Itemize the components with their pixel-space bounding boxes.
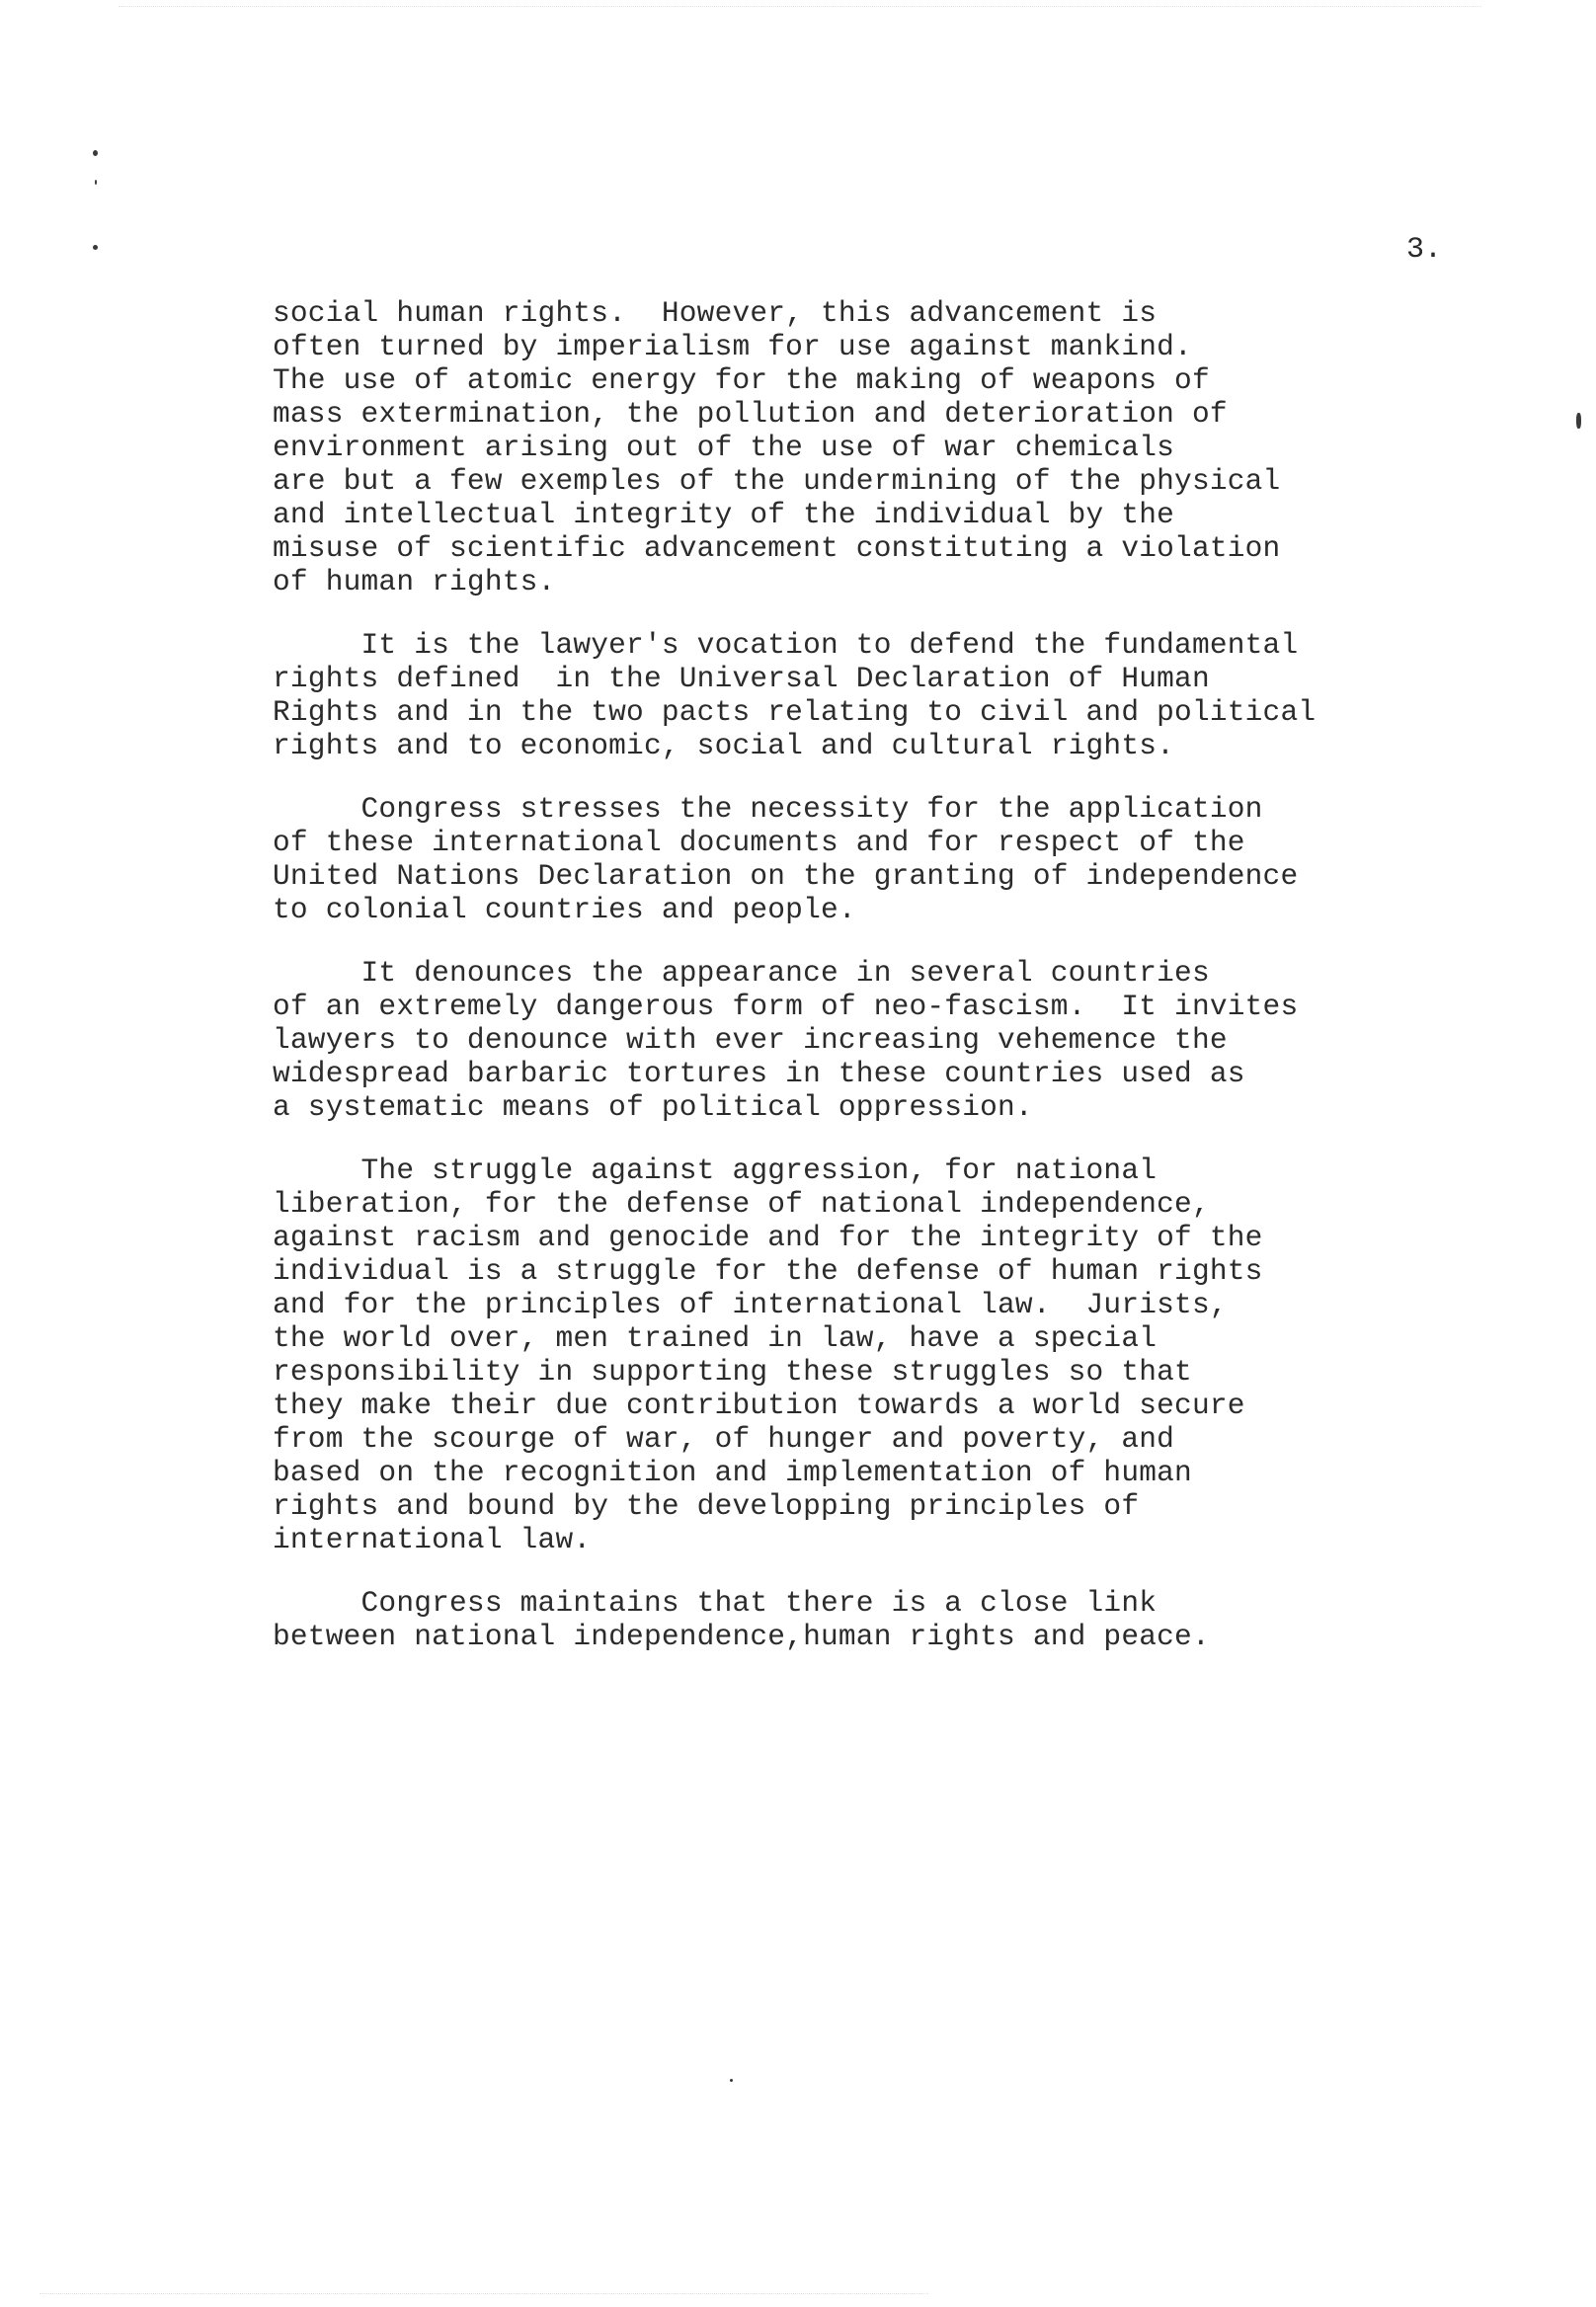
text-line: It is the lawyer's vocation to defend the fundamental: [273, 628, 1299, 662]
stray-dot: [730, 2079, 733, 2082]
text-line: against racism and genocide and for the integrity of the: [273, 1221, 1263, 1254]
text-line: they make their due contribution towards a world secure: [273, 1389, 1245, 1422]
page-number: 3.: [1406, 233, 1443, 267]
text-line: environment arising out of the use of war chemicals: [273, 431, 1175, 464]
text-line: responsibility in supporting these struggles so that: [273, 1355, 1192, 1389]
paragraph-2: [273, 628, 1497, 762]
paragraph-gap: [273, 762, 1497, 792]
text-line: mass extermination, the pollution and deterioration of: [273, 397, 1228, 431]
text-line: from the scourge of war, of hunger and poverty, and: [273, 1422, 1175, 1456]
text-line: misuse of scientific advancement constituting a violation: [273, 531, 1281, 565]
text-line: a systematic means of political oppression.: [273, 1090, 1033, 1124]
text-line: and for the principles of international law. Jurists,: [273, 1288, 1228, 1321]
text-line: rights and to economic, social and cultural rights.: [273, 729, 1175, 762]
text-line: Congress maintains that there is a close link: [273, 1586, 1157, 1620]
text-line: rights and bound by the developping principles of: [273, 1489, 1140, 1523]
text-line: the world over, men trained in law, have a special: [273, 1321, 1157, 1355]
text-line: of these international documents and for respect of the: [273, 826, 1245, 859]
text-line: The struggle against aggression, for national: [273, 1154, 1157, 1187]
text-line: widespread barbaric tortures in these countries used as: [273, 1057, 1245, 1090]
paragraph-gap: [273, 598, 1497, 628]
paragraph-gap: [273, 1556, 1497, 1586]
ink-blot: [1576, 413, 1581, 429]
text-line: The use of atomic energy for the making of weapons of: [273, 363, 1210, 397]
margin-mark: [95, 180, 97, 185]
text-line: are but a few exemples of the undermining of the physical: [273, 464, 1281, 498]
text-line: It denounces the appearance in several countries: [273, 956, 1210, 990]
paragraph-3: [273, 792, 1497, 926]
text-line: international law.: [273, 1523, 592, 1556]
text-line: often turned by imperialism for use against mankind.: [273, 330, 1192, 363]
text-line: Congress stresses the necessity for the application: [273, 792, 1263, 826]
paragraph-gap: [273, 926, 1497, 956]
body-text: [273, 296, 1497, 1653]
text-line: Rights and in the two pacts relating to civil and political: [273, 695, 1317, 729]
paragraph-gap: [273, 1124, 1497, 1154]
text-line: of an extremely dangerous form of neo-fascism. It invites: [273, 990, 1299, 1023]
text-line: lawyers to denounce with ever increasing vehemence the: [273, 1023, 1228, 1057]
paragraph-4: [273, 956, 1497, 1124]
scan-artifact-bottom: [40, 2293, 928, 2296]
margin-mark: [93, 245, 98, 250]
scan-artifact-top: [119, 6, 1481, 9]
margin-mark: [93, 150, 98, 156]
text-line: liberation, for the defense of national independence,: [273, 1187, 1210, 1221]
text-line: United Nations Declaration on the granting of independence: [273, 859, 1299, 893]
text-line: individual is a struggle for the defense of human rights: [273, 1254, 1263, 1288]
paragraph-6: [273, 1586, 1497, 1653]
paragraph-5: [273, 1154, 1497, 1556]
text-line: to colonial countries and people.: [273, 893, 856, 926]
text-line: rights defined in the Universal Declaration of Human: [273, 662, 1210, 695]
text-line: and intellectual integrity of the individual by the: [273, 498, 1175, 531]
paragraph-1: [273, 296, 1497, 598]
text-line: based on the recognition and implementation of human: [273, 1456, 1192, 1489]
text-line: of human rights.: [273, 565, 556, 598]
text-line: social human rights. However, this advancement is: [273, 296, 1157, 330]
text-line: between national independence,human rights and peace.: [273, 1620, 1210, 1653]
